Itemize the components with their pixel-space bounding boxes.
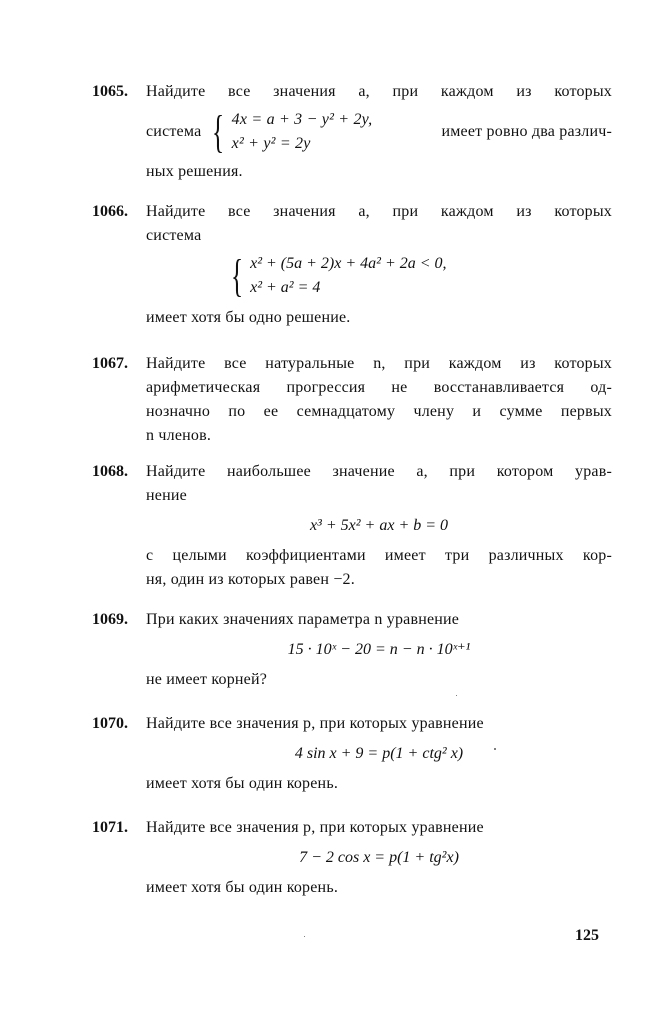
problem-number: 1066. (92, 203, 128, 220)
problem-number: 1065. (92, 83, 128, 100)
problem-text-line: нение (146, 487, 187, 504)
problem-text-line: Найдите все значения p, при которых уравнение (146, 819, 484, 836)
problem-text-line: Найдите все значения p, при которых уравнение (146, 715, 484, 732)
problem-1069 (92, 608, 612, 692)
page-number: 125 (575, 927, 599, 944)
problem-text-line: арифметическая прогрессия не восстанавливается од- (146, 379, 612, 396)
problem-1065 (92, 80, 612, 184)
problem-number: 1067. (92, 355, 128, 372)
problem-text-line: n членов. (146, 427, 212, 444)
problem-text-line: Найдите все значения a, при каждом из которых (146, 203, 612, 220)
system-equation-2: x² + y² = 2y (231, 135, 311, 152)
problem-text-line: имеет хотя бы одно решение. (146, 309, 351, 326)
system-equation-1: 4x = a + 3 − y² + 2y, (231, 111, 373, 128)
problem-number: 1071. (92, 819, 128, 836)
problem-1071 (92, 816, 612, 900)
problem-number: 1069. (92, 611, 128, 628)
scan-speck (304, 936, 305, 937)
brace-icon: { (212, 106, 225, 157)
problem-number: 1070. (92, 715, 128, 732)
equation: x³ + 5x² + ax + b = 0 (309, 517, 449, 534)
problem-1067 (92, 352, 612, 448)
problem-text-line: При каких значениях параметра n уравнение (146, 611, 460, 628)
equation: 15 · 10ˣ − 20 = n − n · 10ˣ⁺¹ (287, 641, 471, 658)
problem-text-line: ных решения. (146, 163, 243, 180)
system-equation-2: x² + a² = 4 (250, 279, 321, 296)
problem-text-line: с целыми коэффициентами имеет три различных кор- (146, 547, 612, 564)
system-line (146, 108, 612, 156)
problem-text-line: нозначно по ее семнадцатому члену и сумме первых (146, 403, 612, 420)
scan-speck (494, 748, 496, 750)
system-equation-1: x² + (5a + 2)x + 4a² + 2a < 0, (250, 255, 447, 272)
equation-system (207, 108, 372, 156)
system-word: система (146, 123, 202, 140)
problem-number: 1068. (92, 463, 128, 480)
problem-1068 (92, 460, 612, 592)
problem-text-line: имеет хотя бы один корень. (146, 775, 339, 792)
equation: 7 − 2 cos x = p(1 + tg²x) (299, 849, 459, 866)
problem-1070 (92, 712, 612, 796)
problem-text-line: не имеет корней? (146, 671, 268, 688)
brace-icon: { (230, 250, 244, 301)
problem-text-continuation: имеет ровно два различ- (441, 123, 612, 140)
equation: 4 sin x + 9 = p(1 + ctg² x) (294, 745, 464, 762)
problem-text-line: имеет хотя бы один корень. (146, 879, 339, 896)
scan-speck (456, 695, 457, 696)
problem-text-line: ня, один из которых равен −2. (146, 571, 355, 588)
equation-system (226, 252, 612, 300)
problem-1066 (92, 200, 612, 330)
problem-text-line: Найдите наибольшее значение a, при котором урав- (146, 463, 612, 480)
problem-text-line: Найдите все натуральные n, при каждом из которых (146, 355, 612, 372)
problem-text-line: Найдите все значения a, при каждом из которых (146, 83, 612, 100)
problem-text-line: система (146, 227, 202, 244)
